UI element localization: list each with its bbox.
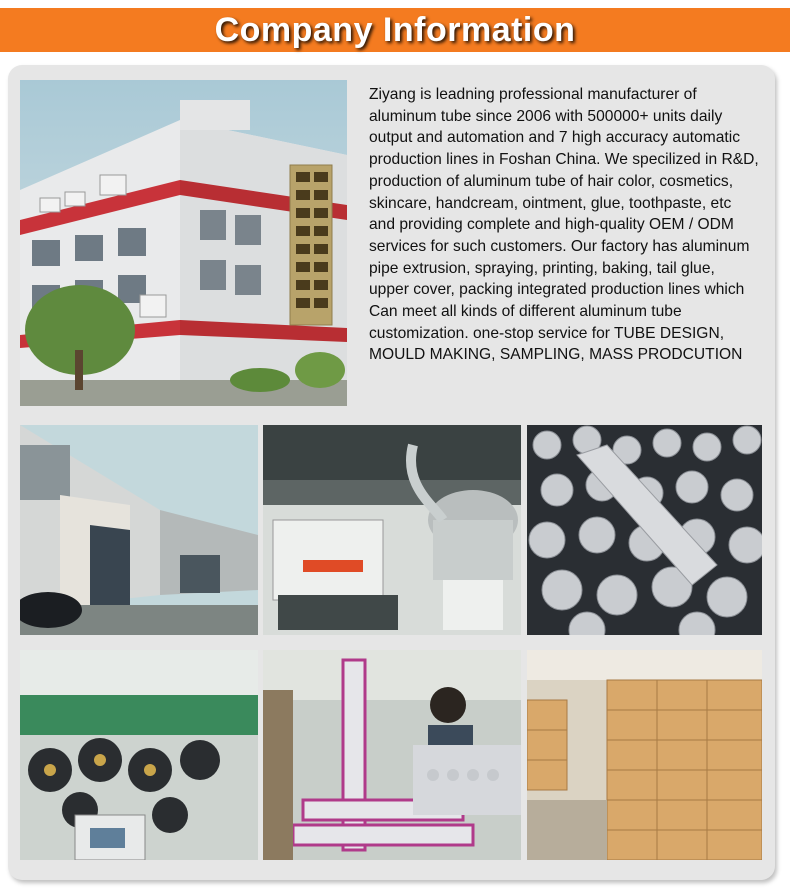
packed-cartons-photo (527, 650, 762, 860)
aluminum-tube-caps-photo (527, 425, 762, 635)
page-title: Company Information (214, 11, 576, 49)
production-machine-photo (263, 425, 521, 635)
header-banner (0, 8, 790, 52)
warehouse-exterior-photo (20, 425, 258, 635)
company-description: Ziyang is leadning professional manufacturer of aluminum tube since 2006 with 500000+ units daily output and automation and 7 high accuracy automatic production lines in Foshan China. We specilized in R&D, production of aluminum tube of hair color, cosmetics, skincare, handcream, ointment, glue, toothpaste, etc and providing complete and high-quality OEM / ODM services for such customers. Our factory has aluminum pipe extrusion, spraying, printing, baking, tail glue, upper cover, packing integrated production lines which Can meet all kinds of different aluminum tube customization. one-stop service for TUBE DESIGN, MOULD MAKING, SAMPLING, MASS PRODCUTION (369, 86, 759, 364)
worker-assembly-line-photo (263, 650, 521, 860)
printing-machine-photo (20, 650, 258, 860)
factory-building-photo (20, 80, 347, 406)
